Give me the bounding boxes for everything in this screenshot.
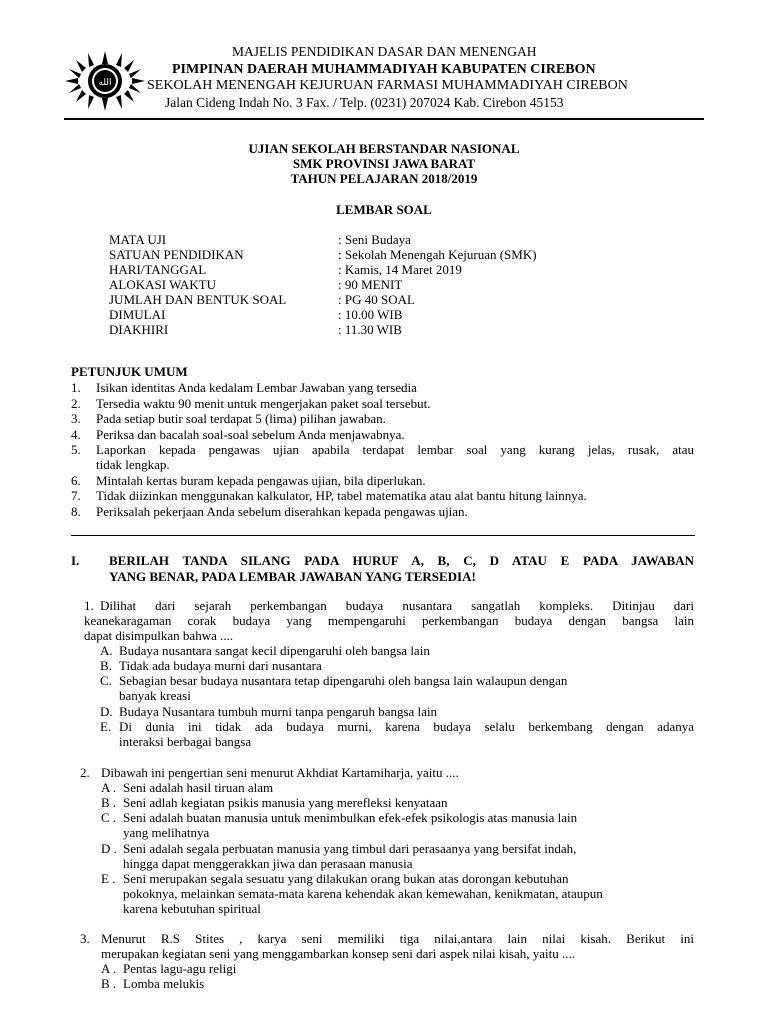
letterhead-divider (64, 118, 704, 120)
option-text: Sebagian besar budaya nusantara tetap dipengaruhi oleh bangsa lain walaupun dengan (119, 673, 568, 688)
instruction-text: Pada setiap butir soal terdapat 5 (lima) pilihan jawaban. (96, 411, 386, 426)
option-letter: A . (101, 961, 117, 976)
question-number: 1. (84, 598, 94, 613)
info-label: DIAKHIRI (109, 322, 169, 337)
exam-title-line3: TAHUN PELAJARAN 2018/2019 (290, 171, 478, 186)
info-label: JUMLAH DAN BENTUK SOAL (109, 292, 287, 307)
option-letter: C . (101, 810, 117, 825)
option-text-continued: karena kebutuhan spiritual (123, 901, 261, 916)
info-value: : 90 MENIT (338, 277, 403, 292)
section-number: I. (71, 553, 80, 568)
sheet-title: LEMBAR SOAL (336, 202, 432, 217)
option-text-continued: banyak kreasi (119, 688, 191, 703)
exam-title-line1: UJIAN SEKOLAH BERSTANDAR NASIONAL (248, 141, 520, 156)
info-label: MATA UJI (109, 232, 167, 247)
option-letter: D. (100, 704, 113, 719)
instruction-text: Isikan identitas Anda kedalam Lembar Jawaban yang tersedia (96, 380, 417, 395)
letterhead-line1: MAJELIS PENDIDIKAN DASAR DAN MENENGAH (232, 44, 537, 59)
letterhead-line3: SEKOLAH MENENGAH KEJURUAN FARMASI MUHAMMADIYAH CIREBON (147, 78, 628, 93)
letterhead-line2: PIMPINAN DAERAH MUHAMMADIYAH KABUPATEN CIREBON (172, 62, 596, 77)
option-text: Budaya nusantara sangat kecil dipengaruhi oleh bangsa lain (119, 643, 430, 658)
question-number: 3. (80, 931, 90, 946)
option-letter: E . (101, 871, 116, 886)
exam-title-line2: SMK PROVINSI JAWA BARAT (292, 156, 476, 171)
info-value: : Seni Budaya (338, 232, 411, 247)
question-text: merupakan kegiatan seni yang menggambarkan konsep seni dari aspek nilai kisah, yaitu .... (101, 946, 575, 961)
instruction-text: Mintalah kertas buram kepada pengawas ujian, bila diperlukan. (96, 473, 426, 488)
option-letter: B. (100, 658, 112, 673)
option-text-continued: pokoknya, melainkan semata-mata karena kehendak akan kemewahan, kenikmatan, ataupun (123, 886, 603, 901)
option-text: Seni adlah kegiatan psikis manusia yang merefleksi kenyataan (123, 795, 448, 810)
info-value: : 10.00 WIB (338, 307, 403, 322)
instructions-heading: PETUNJUK UMUM (71, 364, 188, 379)
option-text: Budaya Nusantara tumbuh murni tanpa pengaruh bangsa lain (119, 704, 438, 719)
option-text: Pentas lagu-agu religi (123, 961, 237, 976)
option-letter: C. (100, 673, 112, 688)
option-text: Seni adalah buatan manusia untuk menimbulkan efek-efek psikologis atas manusia lain (123, 810, 578, 825)
option-text-continued: yang melihatnya (123, 825, 210, 840)
instruction-number: 4. (71, 427, 81, 442)
info-value: : PG 40 SOAL (338, 292, 415, 307)
instruction-text: Tersedia waktu 90 menit untuk mengerjakan paket soal tersebut. (96, 396, 431, 411)
letterhead-line4: Jalan Cideng Indah No. 3 Fax. / Telp. (0231) 207024 Kab. Cirebon 45153 (165, 95, 564, 110)
question-number: 2. (80, 765, 90, 780)
instruction-number: 2. (71, 396, 81, 411)
option-letter: A. (100, 643, 113, 658)
instruction-number: 5. (71, 442, 81, 457)
info-label: DIMULAI (109, 307, 166, 322)
instruction-text: Periksalah pekerjaan Anda sebelum diserahkan kepada pengawas ujian. (96, 504, 468, 519)
info-label: HARI/TANGGAL (109, 262, 207, 277)
option-text: Di dunia ini tidak ada budaya murni, karena budaya selalu berkembang dengan adanya (119, 719, 694, 734)
option-text-continued: interaksi berbagai bangsa (119, 734, 252, 749)
info-label: SATUAN PENDIDIKAN (109, 247, 244, 262)
option-letter: D . (101, 841, 117, 856)
instruction-text: Tidak diizinkan menggunakan kalkulator, HP, tabel matematika atau alat bantu hitung lainnya. (96, 488, 587, 503)
option-text: Seni merupakan segala sesuatu yang dilakukan orang bukan atas dorongan kebutuhan (123, 871, 569, 886)
option-letter: A . (101, 780, 117, 795)
section-instruction-continued: YANG BENAR, PADA LEMBAR JAWABAN YANG TERSEDIA! (109, 569, 476, 584)
question-text: Dibawah ini pengertian seni menurut Akhdiat Kartamiharja, yaitu .... (101, 765, 459, 780)
instruction-text: Laporkan kepada pengawas ujian apabila terdapat lembar soal yang kurang jelas, rusak, atau (96, 442, 694, 457)
question-text: Menurut R.S Stites , karya seni memiliki tiga nilai,antara lain nilai kisah. Berikut ini (101, 931, 694, 946)
option-letter: B . (101, 795, 117, 810)
option-text: Seni adalah hasil tiruan alam (123, 780, 274, 795)
option-letter: E. (100, 719, 112, 734)
instruction-number: 7. (71, 488, 81, 503)
instruction-number: 1. (71, 380, 81, 395)
question-text: keanekaragaman corak budaya yang mempengaruhi perkembangan budaya dengan bangsa lain (84, 613, 694, 628)
instruction-number: 3. (71, 411, 81, 426)
section-instruction: BERILAH TANDA SILANG PADA HURUF A, B, C, D ATAU E PADA JAWABAN (109, 553, 694, 568)
instruction-text-continued: tidak lengkap. (96, 457, 170, 472)
info-value: : 11.30 WIB (338, 322, 402, 337)
question-text: dapat disimpulkan bahwa .... (84, 628, 234, 643)
section-divider (71, 535, 695, 536)
instruction-text: Periksa dan bacalah soal-soal sebelum Anda menjawabnya. (96, 427, 405, 442)
option-letter: B . (101, 976, 117, 991)
instruction-number: 6. (71, 473, 81, 488)
option-text-continued: hingga dapat menggerakkan jiwa dan perasaan manusia (123, 856, 413, 871)
instruction-number: 8. (71, 504, 81, 519)
info-value: : Sekolah Menengah Kejuruan (SMK) (338, 247, 537, 262)
question-text: Dilihat dari sejarah perkembangan budaya nusantara sangatlah kompleks. Ditinjau dari (100, 598, 694, 613)
option-text: Lomba melukis (123, 976, 205, 991)
option-text: Seni adalah segala perbuatan manusia yang timbul dari perasaanya yang bersifat indah, (123, 841, 577, 856)
logo-lettering: الله (98, 78, 112, 88)
option-text: Tidak ada budaya murni dari nusantara (119, 658, 322, 673)
info-value: : Kamis, 14 Maret 2019 (338, 262, 462, 277)
info-label: ALOKASI WAKTU (109, 277, 217, 292)
muhammadiyah-logo-icon (64, 50, 146, 112)
